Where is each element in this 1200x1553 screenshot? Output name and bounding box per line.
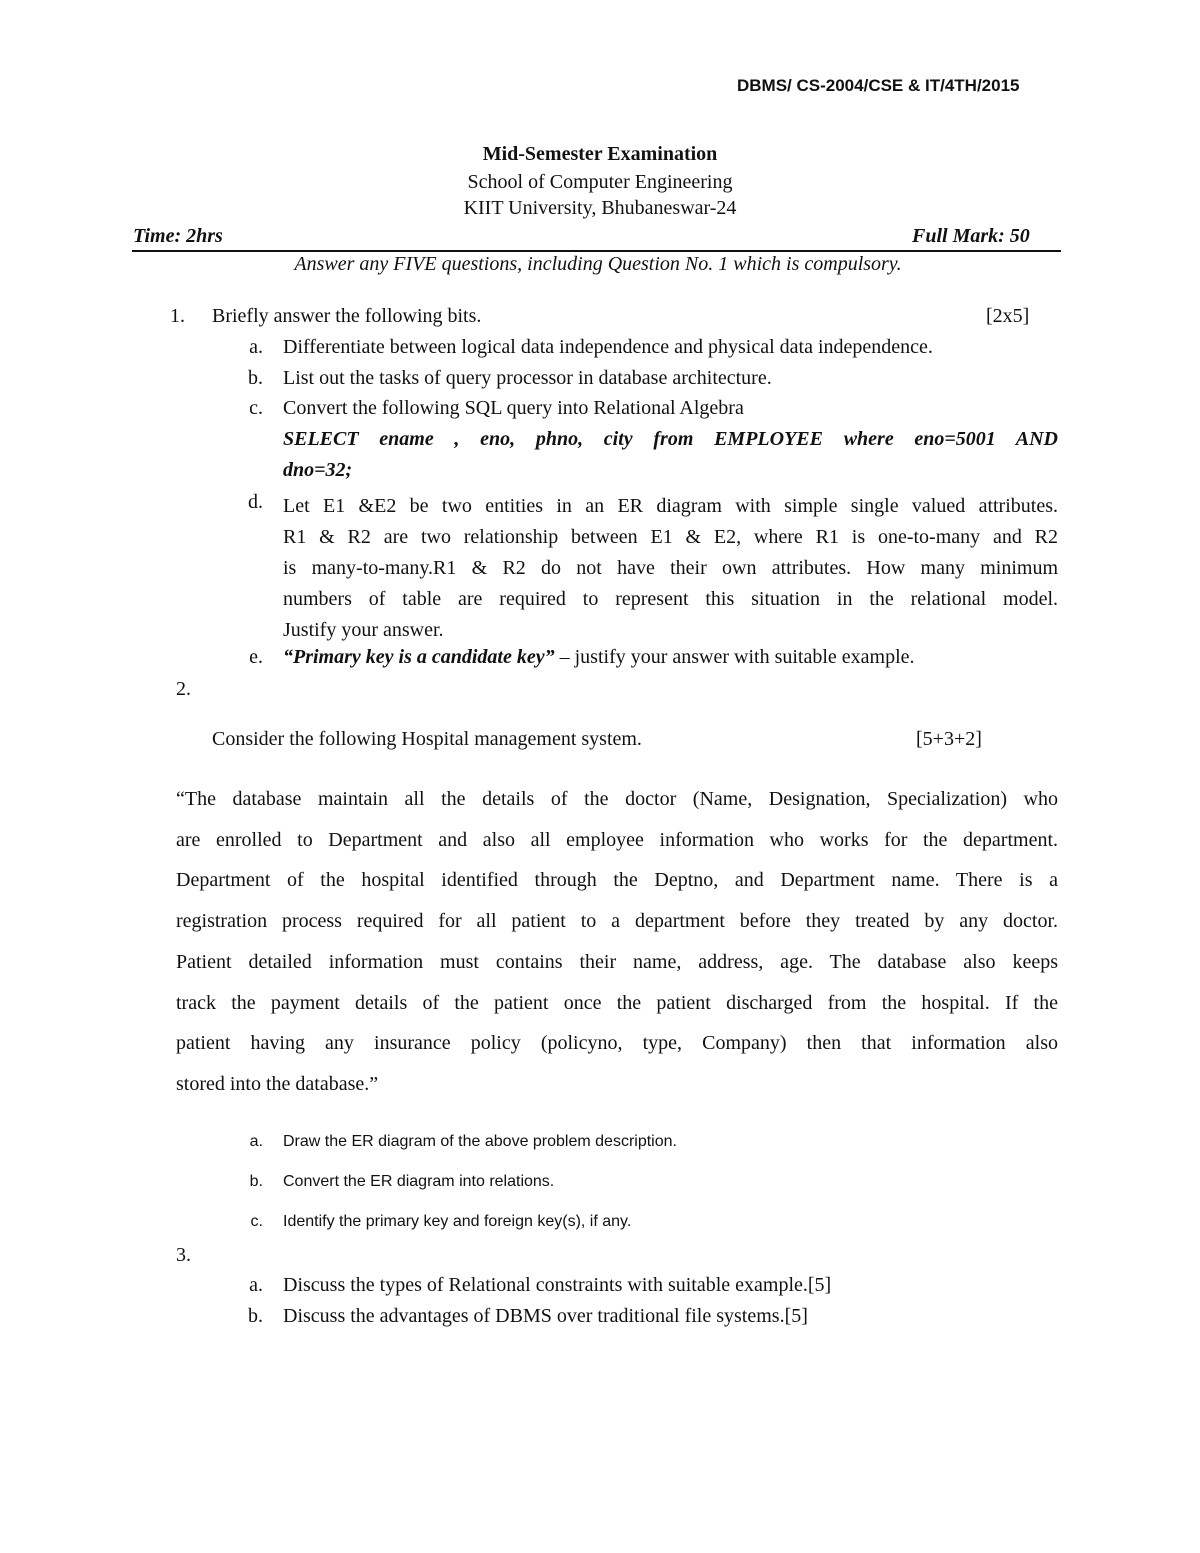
q1-text: Briefly answer the following bits.	[212, 305, 482, 327]
university-name: KIIT University, Bhubaneswar-24	[463, 197, 737, 219]
q1e-rest: – justify your answer with suitable example.	[554, 646, 915, 668]
q2-para-line: Patient detailed information must contains their name, address, age. The database also keeps	[176, 950, 1058, 973]
q2b-label: b.	[249, 1173, 263, 1190]
exam-title: Mid-Semester Examination	[482, 143, 718, 165]
q2-description	[176, 779, 1058, 1105]
q1-marks: [2x5]	[986, 305, 1030, 327]
q2c-text: Identify the primary key and foreign key(s), if any.	[283, 1213, 632, 1230]
q2a-text: Draw the ER diagram of the above problem description.	[283, 1133, 677, 1150]
q2-para-line: track the payment details of the patient once the patient discharged from the hospital. If the	[176, 991, 1058, 1014]
q3a-text: Discuss the types of Relational constraints with suitable example.[5]	[283, 1274, 832, 1296]
q1a-text: Differentiate between logical data independence and physical data independence.	[283, 336, 933, 358]
q1b-label: b.	[248, 367, 263, 389]
q1d-line: is many-to-many.R1 & R2 do not have their own attributes. How many minimum	[283, 557, 1058, 579]
instruction: Answer any FIVE questions, including Question No. 1 which is compulsory.	[294, 253, 902, 275]
q1c-text: Convert the following SQL query into Relational Algebra	[283, 397, 744, 419]
q1c-label: c.	[249, 397, 263, 419]
header-rule	[132, 250, 1061, 252]
q2-para-line: stored into the database.”	[176, 1072, 379, 1095]
q2-para-line: are enrolled to Department and also all employee information who works for the department.	[176, 828, 1058, 851]
q1c-sql-line1: SELECT ename , eno, phno, city from EMPLOYEE where eno=5001 AND	[283, 428, 1058, 450]
q2a-label: a.	[249, 1133, 263, 1150]
q1c-sql-line2: dno=32;	[283, 459, 353, 481]
q2-para-line: patient having any insurance policy (policyno, type, Company) then that information also	[176, 1032, 1058, 1055]
q1d-label: d.	[248, 491, 263, 513]
q3-number: 3.	[176, 1244, 191, 1266]
q3a-label: a.	[249, 1274, 263, 1296]
q3b-label: b.	[248, 1305, 263, 1327]
full-mark-label: Full Mark: 50	[912, 225, 1030, 247]
q1e-label: e.	[249, 646, 263, 668]
q1d-text	[283, 491, 1058, 646]
q2b-text: Convert the ER diagram into relations.	[283, 1173, 555, 1190]
q1b-text: List out the tasks of query processor in database architecture.	[283, 367, 772, 389]
q2-number: 2.	[176, 678, 191, 700]
q1a-label: a.	[249, 336, 263, 358]
q2-para-line: registration process required for all patient to a department before they treated by any doctor.	[176, 910, 1058, 933]
q2-para-line: “The database maintain all the details of the doctor (Name, Designation, Specialization) who	[176, 788, 1058, 810]
time-label: Time: 2hrs	[133, 225, 223, 247]
q2-marks: [5+3+2]	[916, 728, 982, 750]
q1e-text	[283, 646, 915, 669]
q1d-line: numbers of table are required to represent this situation in the relational model.	[283, 588, 1058, 610]
q1d-line: R1 & R2 are two relationship between E1 & E2, where R1 is one-to-many and R2	[283, 526, 1058, 548]
q3b-text: Discuss the advantages of DBMS over traditional file systems.[5]	[283, 1305, 808, 1327]
paper-code: DBMS/ CS-2004/CSE & IT/4TH/2015	[737, 76, 1020, 95]
q1e-emphasis: “Primary key is a candidate key”	[283, 646, 555, 668]
school-name: School of Computer Engineering	[467, 171, 733, 193]
q2-para-line: Department of the hospital identified through the Deptno, and Department name. There is a	[176, 869, 1058, 892]
q2c-label: c.	[250, 1213, 263, 1230]
q2-intro: Consider the following Hospital management system.	[212, 728, 642, 750]
q1d-line: Justify your answer.	[283, 619, 444, 641]
q1d-line: Let E1 &E2 be two entities in an ER diagram with simple single valued attributes.	[283, 495, 1058, 517]
q1-number: 1.	[170, 305, 185, 327]
